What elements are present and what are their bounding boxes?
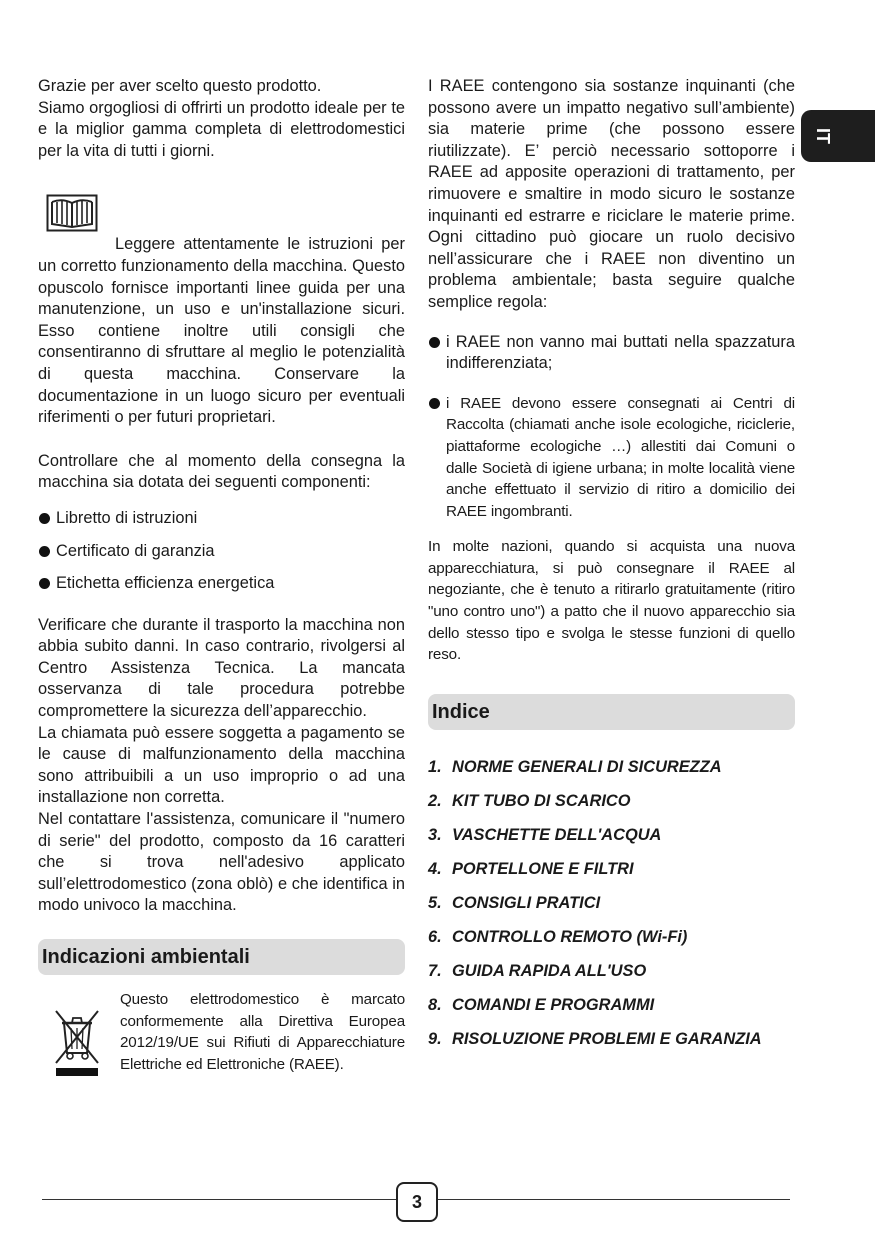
transport-text-2: La chiamata può essere soggetta a pagamento se le cause di malfunzionamento della macchina sono attribuibili a un uso improprio o ad una installazione non corretta.	[38, 723, 405, 807]
table-of-contents	[428, 750, 795, 1056]
toc-item[interactable]: 9. RISOLUZIONE PROBLEMI E GARANZIA	[428, 1029, 762, 1048]
footer-rule-right	[436, 1199, 790, 1200]
read-instructions-block	[38, 194, 405, 428]
raee-rule-1: i RAEE non vanno mai buttati nella spazzatura indifferenziata;	[428, 332, 795, 375]
environment-heading: Indicazioni ambientali	[38, 939, 405, 975]
toc-item[interactable]: 4. PORTELLONE E FILTRI	[428, 859, 634, 878]
language-tab	[801, 110, 875, 162]
left-column	[38, 76, 405, 1075]
index-heading: Indice	[428, 694, 795, 730]
read-instructions-text: Leggere attentamente le istruzioni per un corretto funzionamento della macchina. Questo opuscolo fornisce importanti linee guida per una manutenzione, un uso e un'installazione sicuri. Esso contiene inoltre utili consigli che consentiranno di sfruttare al meglio le potenzialità di questa macchina. Conservare la documentazione in un luogo sicuro per eventuali riferimenti o per futuri proprietari.	[38, 235, 405, 427]
raee-return-text: In molte nazioni, quando si acquista una nuova apparecchiatura, si può consegnare il RAEE al negoziante, che è tenuto a ritirarlo gratuitamente (ritiro "uno contro uno") a patto che il nuovo apparecchio sia dello stesso tipo e svolga le stesse funzioni di quello reso.	[428, 538, 795, 664]
toc-item[interactable]: 2. KIT TUBO DI SCARICO	[428, 791, 631, 810]
components-list	[38, 508, 405, 595]
transport-text-3: Nel contattare l'assistenza, comunicare il "numero di serie" del prodotto, composto da 16 caratteri che si trova nell'adesivo applicato sull’elettrodomestico (zona oblò) e che identifica in modo univoco la macchina.	[38, 810, 405, 915]
toc-item[interactable]: 7. GUIDA RAPIDA ALL'USO	[428, 961, 647, 980]
weee-marking-text: Questo elettrodomestico è marcato conformemente alla Direttiva Europea 2012/19/UE sui Rifiuti di Apparecchiature Elettriche ed Elettroniche (RAEE).	[120, 991, 405, 1073]
language-tab-label: IT	[813, 128, 833, 144]
weee-bin-icon	[52, 1005, 102, 1077]
raee-intro-text: I RAEE contengono sia sostanze inquinanti (che possono avere un impatto negativo sull’ambiente) sia materie prime (che possono essere riutilizzate). E’ perciò necessario sottoporre i RAEE ad apposite operazioni di trattamento, per rimuovere e smaltire in modo sicuro le sostanze inquinanti ed estrarre e riciclare le materie prime. Ogni cittadino può giocare un ruolo decisivo nell’assicurare che i RAEE non diventino un problema ambientale; basta seguire qualche semplice regola:	[428, 77, 795, 311]
intro-text: Grazie per aver scelto questo prodotto. Siamo orgogliosi di offrirti un prodotto ideale per te e la miglior gamma completa di elettrodomestici per la vita di tutti i giorni.	[38, 77, 405, 160]
toc-item[interactable]: 8. COMANDI E PROGRAMMI	[428, 995, 655, 1014]
list-item: Certificato di garanzia	[38, 541, 405, 563]
list-item: Libretto di istruzioni	[38, 508, 405, 530]
transport-text-1: Verificare che durante il trasporto la macchina non abbia subito danni. In caso contrario, rivolgersi al Centro Assistenza Tecnica. La mancata osservanza di tale procedura potrebbe compromettere la sicurezza dell’apparecchio.	[38, 615, 405, 721]
check-delivery-text: Controllare che al momento della consegna la macchina sia dotata dei seguenti componenti:	[38, 451, 405, 492]
list-item: Etichetta efficienza energetica	[38, 573, 405, 595]
weee-block	[38, 989, 405, 1075]
toc-item[interactable]: 6. CONTROLLO REMOTO (Wi-Fi)	[428, 927, 688, 946]
right-column	[428, 76, 795, 1056]
toc-item[interactable]: 5. CONSIGLI PRATICI	[428, 893, 601, 912]
book-icon	[46, 194, 98, 232]
footer-rule-left	[42, 1199, 396, 1200]
toc-item[interactable]: 3. VASCHETTE DELL'ACQUA	[428, 825, 662, 844]
toc-item[interactable]: 1. NORME GENERALI DI SICUREZZA	[428, 757, 722, 776]
page-number: 3	[396, 1182, 438, 1222]
raee-rule-2: i RAEE devono essere consegnati ai Centri di Raccolta (chiamati anche isole ecologiche, riciclerie, piattaforme ecologiche …) allestiti dai Comuni o dalle Società di igiene urbana; in molte località viene anche effettuato il servizio di ritiro a domicilio dei RAEE ingombranti.	[428, 393, 795, 523]
